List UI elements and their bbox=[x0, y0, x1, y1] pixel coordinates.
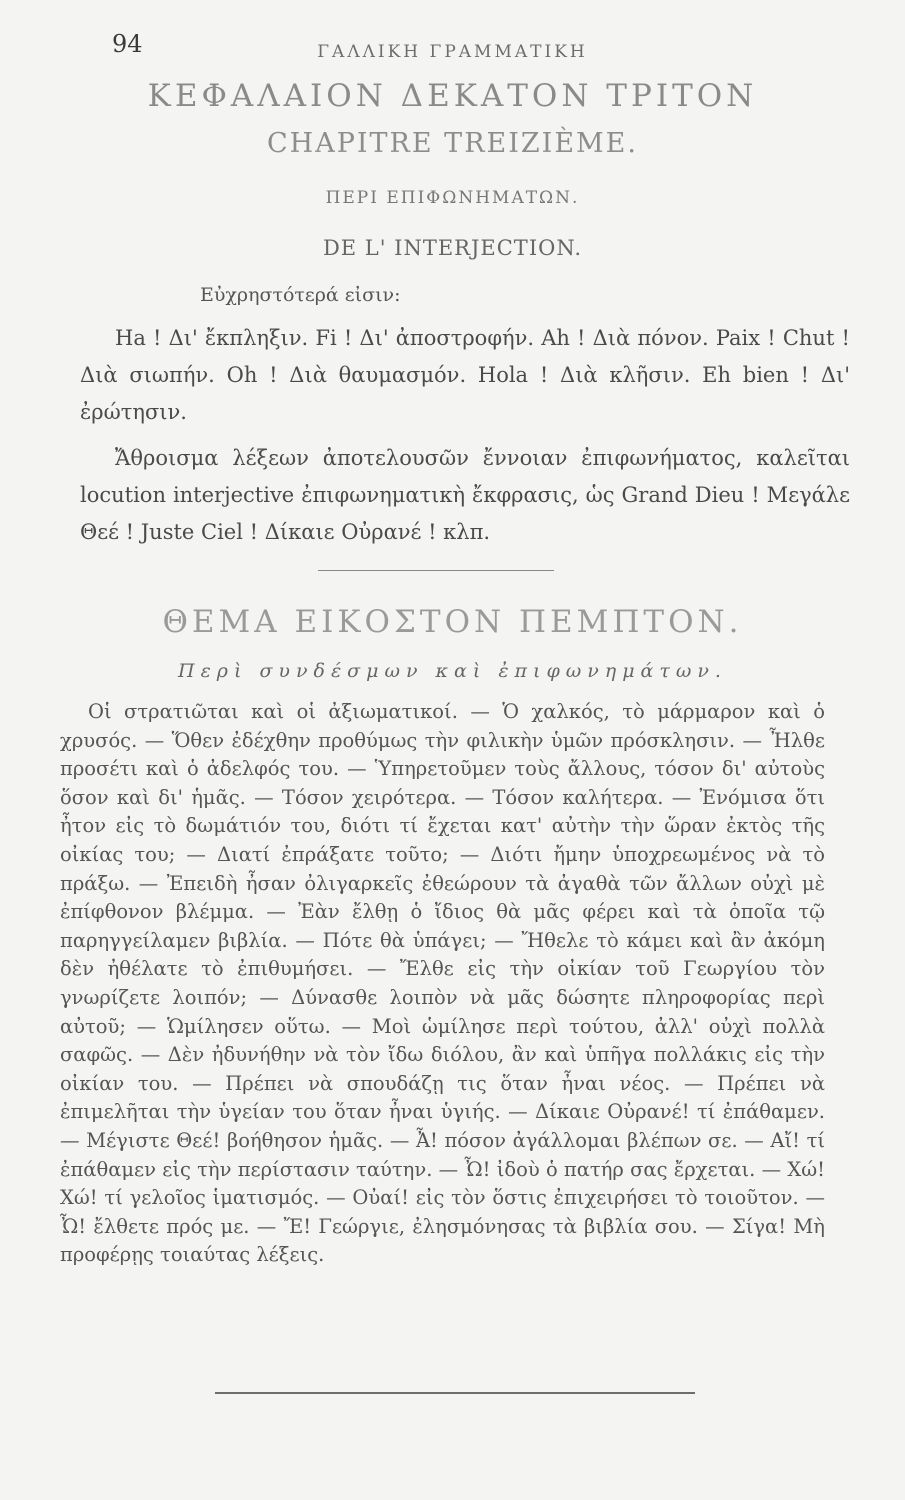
interjection-list-paragraph: Ha ! Δι' ἔκπληξιν. Fi ! Δι' ἀποστροφήν. Ah ! Διὰ πόνον. Paix ! Chut ! Διὰ σιωπήν. Oh ! Διὰ θαυμασμόν. Hola ! Διὰ κλῆσιν. Eh bien ! Δι' ἐρώτησιν. bbox=[80, 326, 850, 424]
end-divider bbox=[215, 1392, 695, 1394]
theme-subtitle: Περὶ συνδέσμων καὶ ἐπιφωνημάτων. bbox=[178, 660, 727, 682]
chapter-title-french: CHAPITRE TREIZIÈME. bbox=[267, 128, 638, 159]
running-head: ΓΑΛΛΙΚΗ ΓΡΑΜΜΑΤΙΚΗ bbox=[317, 42, 588, 62]
exercise-text: Οἱ στρατιῶται καὶ οἱ ἀξιωματικοί. — Ὁ χαλκός, τὸ μάρμαρον καὶ ὁ χρυσός. — Ὅθεν ἐδέχθην προθύμως τὴν φιλικὴν ὑμῶν πρόσκλησιν. — Ἦλθε προσέτι καὶ ὁ ἀδελφός του. — Ὑπηρετοῦμεν τοὺς ἄλλους, τόσον δι' αὐτοὺς ὅσον καὶ δι' ἡμᾶς. — Τόσον χειρότερα. — Τόσον καλήτερα. — Ἐνόμισα ὅτι ἦτον εἰς τὸ δωμάτιόν του, διότι τί ἔχεται κατ' αὐτὴν τὴν ὥραν ἐκτὸς τῆς οἰκίας του; — Διατί ἐπράξατε τοῦτο; — Διότι ἤμην ὑποχρεωμένος νὰ τὸ πράξω. — Ἐπειδὴ ἦσαν ὀλιγαρκεῖς ἐθεώρουν τὰ ἀγαθὰ τῶν ἄλλων οὐχὶ μὲ ἐπίφθονον βλέμμα. — Ἐὰν ἔλθῃ ὁ ἴδιος θὰ μᾶς φέρει καὶ τὰ ὁποῖα τῷ παρηγγείλαμεν βιβλία. — Πότε θὰ ὑπάγει; — Ἤθελε τὸ κάμει καὶ ἂν ἀκόμη δὲν ἠθέλατε τὸ ἐπιθυμήσει. — Ἔλθε εἰς τὴν οἰκίαν τοῦ Γεωργίου τὸν γνωρίζετε λοιπόν; — Δύνασθε λοιπὸν νὰ μᾶς δώσητε πληροφορίας περὶ αὐτοῦ; — Ὡμίλησεν οὕτω. — Μοὶ ὡμίλησε περὶ τούτου, ἀλλ' οὐχὶ πολλὰ σαφῶς. — Δὲν ἠδυνήθην νὰ τὸν ἴδω διόλου, ἂν καὶ ὑπῆγα πολλάκις εἰς τὴν οἰκίαν του. — Πρέπει νὰ σπουδάζῃ τις ὅταν ἦναι νέος. — Πρέπει νὰ ἐπιμελῆται τὴν ὑγείαν του ὅταν ἦναι ὑγιής. — Δίκαιε Οὐρανέ! τί ἐπάθαμεν. — Μέγιστε Θεέ! βοήθησον ἡμᾶς. — Ἆ! πόσον ἀγάλλομαι βλέπων σε. — Αἴ! τί ἐπάθαμεν εἰς τὴν περίστασιν ταύτην. — Ὦ! ἰδοὺ ὁ πατήρ σας ἔρχεται. — Χώ! Χώ! τί γελοῖος ἱματισμός. — Οὐαί! εἰς τὸν ὅστις ἐπιχειρήσει τὸ τοιοῦτον. — Ὦ! ἔλθετε πρός με. — Ἔ! Γεώργιε, ἐλησμόνησας τὰ βιβλία σου. — Σίγα! Μὴ προφέρῃς τοιαύτας λέξεις. bbox=[60, 700, 825, 1267]
section-title-greek: ΠΕΡΙ ΕΠΙΦΩΝΗΜΑΤΩΝ. bbox=[325, 188, 580, 208]
intro-line: Εὐχρηστότερά εἰσιν: bbox=[200, 284, 401, 306]
theme-title: ΘΕΜΑ ΕΙΚΟΣΤΟΝ ΠΕΜΠΤΟΝ. bbox=[162, 604, 743, 640]
section-divider bbox=[318, 570, 554, 571]
locution-paragraph: Ἄθροισμα λέξεων ἀποτελουσῶν ἔννοιαν ἐπιφωνήματος, καλεῖται locution interjective ἐπιφωνηματικὴ ἔκφρασις, ὡς Grand Dieu ! Μεγάλε Θεέ ! Juste Ciel ! Δίκαιε Οὐρανέ ! κλπ. bbox=[80, 446, 850, 544]
chapter-title-greek: ΚΕΦΑΛΑΙΟΝ ΔΕΚΑΤΟΝ ΤΡΙΤΟΝ bbox=[147, 78, 758, 114]
section-title-french: DE L' INTERJECTION. bbox=[322, 236, 583, 260]
page-number: 94 bbox=[112, 30, 143, 58]
